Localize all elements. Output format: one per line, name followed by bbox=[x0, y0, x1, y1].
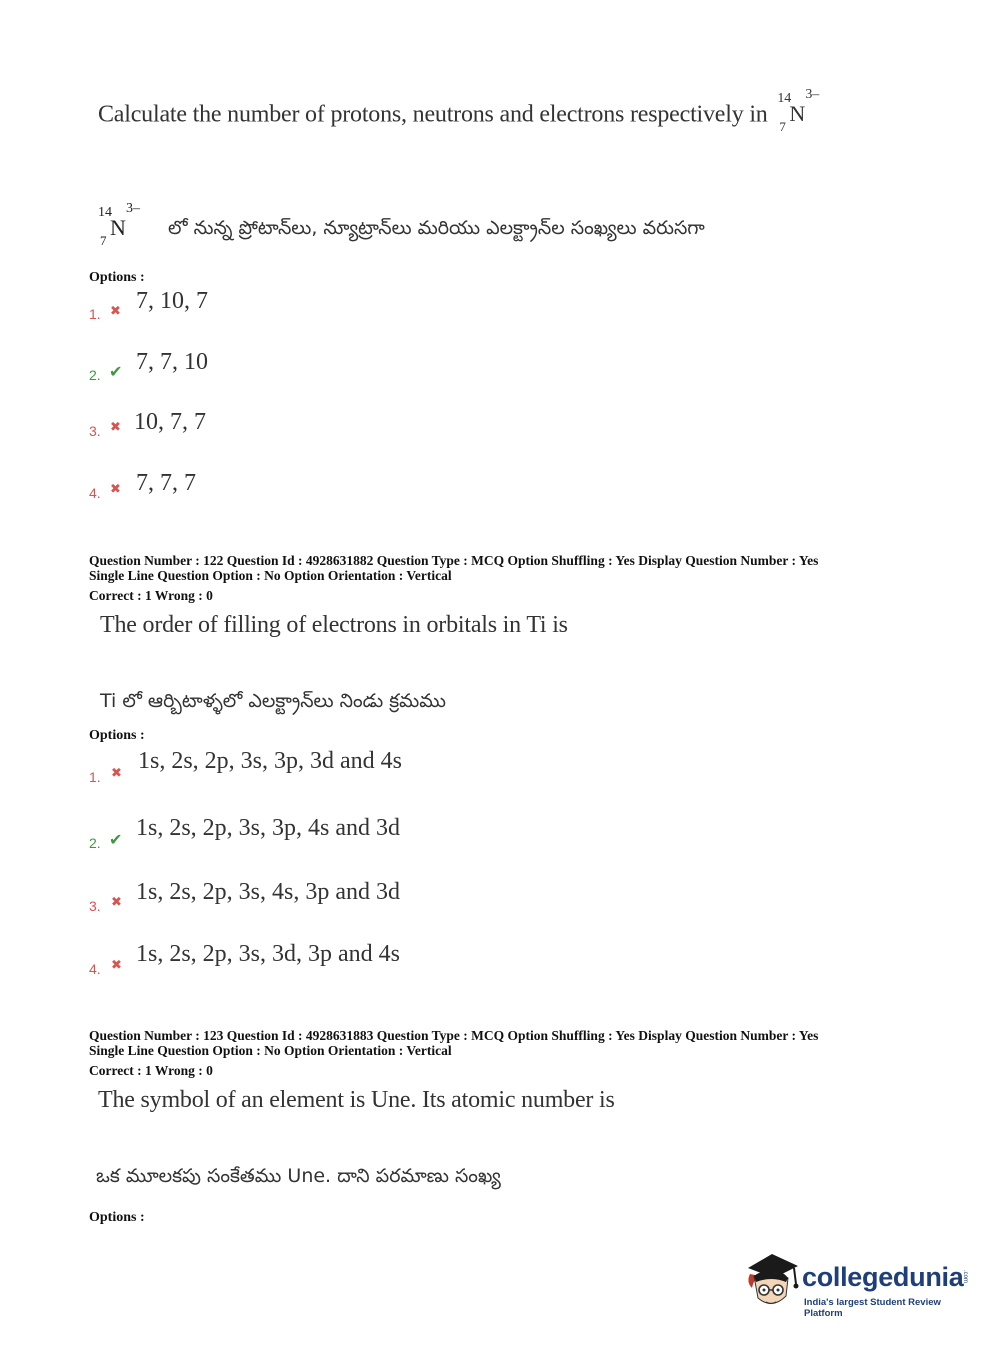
option-1 bbox=[89, 748, 489, 788]
option-text: 10, 7, 7 bbox=[134, 409, 206, 435]
option-text: 7, 7, 10 bbox=[136, 349, 208, 375]
collegedunia-logo bbox=[742, 1248, 974, 1320]
option-4 bbox=[89, 470, 389, 510]
question-122-meta-line1: Question Number : 122 Question Id : 4928631882 Question Type : MCQ Option Shuffling : Yes Display Question Number : Yes bbox=[89, 553, 819, 568]
option-text: 1s, 2s, 2p, 3s, 3p, 4s and 3d bbox=[136, 815, 401, 841]
cross-icon: ✖ bbox=[110, 420, 121, 435]
nitride-ion-notation: 14 7 N 3– bbox=[777, 87, 820, 134]
question-123-marks: Correct : 1 Wrong : 0 bbox=[89, 1063, 213, 1078]
check-icon: ✔ bbox=[109, 362, 123, 381]
option-4 bbox=[89, 941, 489, 981]
question-122-text: The order of filling of electrons in orbitals in Ti is bbox=[100, 612, 568, 638]
cross-icon: ✖ bbox=[111, 958, 122, 973]
option-number: 1. bbox=[89, 769, 101, 785]
option-text: 1s, 2s, 2p, 3s, 3p, 3d and 4s bbox=[138, 748, 403, 774]
mascot-icon bbox=[742, 1248, 802, 1316]
option-number: 4. bbox=[89, 961, 101, 977]
logo-wordmark: collegedunia bbox=[802, 1262, 964, 1292]
option-number: 4. bbox=[89, 485, 101, 501]
cross-icon: ✖ bbox=[111, 766, 122, 781]
question-123-text: The symbol of an element is Une. Its atomic number is bbox=[98, 1087, 615, 1113]
cross-icon: ✖ bbox=[110, 304, 121, 319]
logo-domain: .com bbox=[962, 1270, 968, 1284]
question-121-text-telugu: 14 7 N 3– లో నున్న ప్రోటాన్‌లు, న్యూట్రాన్‌లు మరియు ఎలక్ట్రాన్‌ల సంఖ్యలు వరుసగా bbox=[98, 201, 705, 248]
option-2 bbox=[89, 815, 489, 855]
option-number: 3. bbox=[89, 898, 101, 914]
option-2 bbox=[89, 349, 389, 389]
option-text: 1s, 2s, 2p, 3s, 3d, 3p and 4s bbox=[136, 941, 401, 967]
question-123-meta-line2: Single Line Question Option : No Option Orientation : Vertical bbox=[89, 1043, 452, 1058]
options-label: Options : bbox=[89, 270, 145, 285]
option-text: 7, 7, 7 bbox=[136, 470, 196, 496]
check-icon: ✔ bbox=[109, 830, 123, 849]
option-text: 1s, 2s, 2p, 3s, 4s, 3p and 3d bbox=[136, 879, 401, 905]
option-number: 2. bbox=[89, 835, 101, 851]
cross-icon: ✖ bbox=[111, 895, 122, 910]
option-number: 2. bbox=[89, 367, 101, 383]
question-122-text-telugu: Ti లో ఆర్బిటాళ్ళలో ఎలక్ట్రాన్‌లు నిండు క్రమము bbox=[100, 690, 446, 712]
options-label: Options : bbox=[89, 728, 145, 743]
option-1 bbox=[89, 288, 389, 328]
option-3 bbox=[89, 879, 489, 919]
question-123-meta-line1: Question Number : 123 Question Id : 4928631883 Question Type : MCQ Option Shuffling : Yes Display Question Number : Yes bbox=[89, 1028, 819, 1043]
logo-tagline: India's largest Student Review Platform bbox=[804, 1297, 941, 1319]
option-3 bbox=[89, 409, 389, 449]
question-123-text-telugu: ఒక మూలకపు సంకేతము Une. దాని పరమాణు సంఖ్య bbox=[96, 1165, 501, 1187]
option-number: 1. bbox=[89, 306, 101, 322]
options-label: Options : bbox=[89, 1210, 145, 1225]
nitride-ion-notation: 14 7 N 3– bbox=[98, 201, 140, 248]
question-122-meta-line2: Single Line Question Option : No Option Orientation : Vertical bbox=[89, 568, 452, 583]
option-text: 7, 10, 7 bbox=[136, 288, 208, 314]
cross-icon: ✖ bbox=[110, 482, 121, 497]
question-121-text: Calculate the number of protons, neutrons and electrons respectively in 14 7 N 3– bbox=[98, 87, 820, 134]
question-122-marks: Correct : 1 Wrong : 0 bbox=[89, 588, 213, 603]
option-number: 3. bbox=[89, 423, 101, 439]
